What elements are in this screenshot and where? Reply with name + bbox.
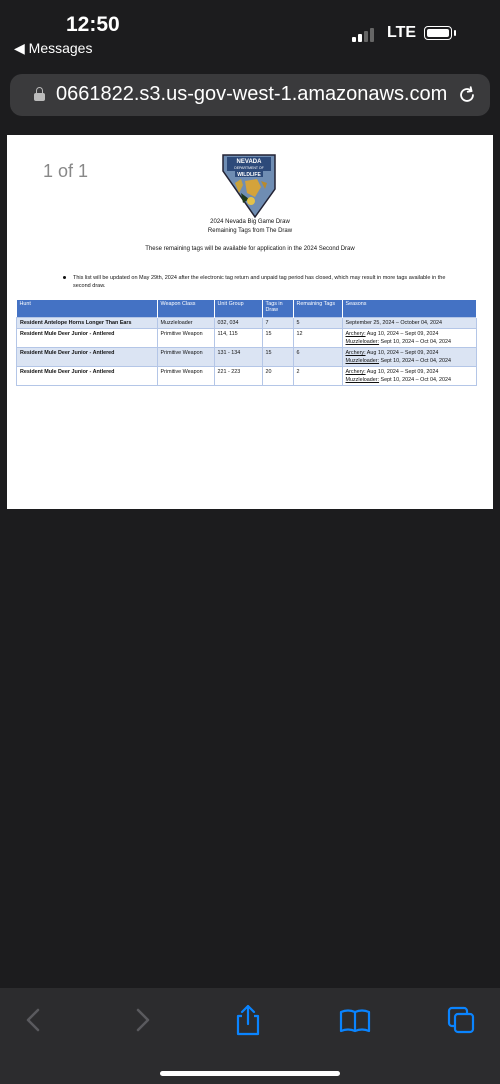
weapon-cell: Primitive Weapon xyxy=(157,329,214,348)
table-row xyxy=(17,318,477,329)
clock-time: 12:50 xyxy=(66,13,120,36)
remaining-cell: 6 xyxy=(293,348,342,367)
seasons-cell xyxy=(342,318,477,329)
season-label-archery: Archery: xyxy=(345,350,366,356)
document-title-line2: Remaining Tags from The Draw xyxy=(207,228,293,234)
hunt-cell: Resident Antelope Horns Longer Than Ears xyxy=(17,318,158,329)
hunt-cell: Resident Mule Deer Junior - Antlered xyxy=(17,348,158,367)
chevron-right-icon[interactable] xyxy=(124,1002,160,1038)
draw-cell: 7 xyxy=(262,318,293,329)
draw-cell: 15 xyxy=(262,348,293,367)
remaining-cell: 2 xyxy=(293,367,342,386)
share-icon[interactable] xyxy=(230,1002,266,1038)
season-dates: Sept 10, 2024 – Oct 04, 2024 xyxy=(379,358,451,364)
season-label-muzzleloader: Muzzleloader: xyxy=(345,358,380,364)
reload-icon[interactable] xyxy=(456,84,478,106)
battery-icon xyxy=(424,26,452,40)
unit-cell: 114, 115 xyxy=(214,329,262,348)
season-label-muzzleloader: Muzzleloader: xyxy=(345,339,380,345)
weapon-cell: Muzzleloader xyxy=(157,318,214,329)
season-dates: Aug 10, 2024 – Sept 09, 2024 xyxy=(365,350,439,356)
remaining-tags-table xyxy=(16,300,477,386)
col-seasons: Seasons xyxy=(342,300,477,318)
battery-tip xyxy=(454,30,456,36)
bullet-marker xyxy=(63,276,66,279)
network-type: LTE xyxy=(387,24,417,41)
season-dates: Aug 10, 2024 – Sept 09, 2024 xyxy=(365,369,439,375)
season-label-archery: Archery: xyxy=(345,331,366,337)
seasons-cell xyxy=(342,367,477,386)
document-title-line1: 2024 Nevada Big Game Draw xyxy=(210,219,290,225)
draw-cell: 20 xyxy=(262,367,293,386)
table-row xyxy=(17,329,477,348)
address-bar[interactable] xyxy=(10,74,490,116)
seasons-cell xyxy=(342,329,477,348)
remaining-cell: 12 xyxy=(293,329,342,348)
home-indicator[interactable] xyxy=(160,1071,340,1076)
browser-toolbar xyxy=(0,988,500,1084)
season-label-muzzleloader: Muzzleloader: xyxy=(345,377,380,383)
page-indicator: 1 of 1 xyxy=(43,161,89,181)
season-label-archery: Archery: xyxy=(345,369,366,375)
hunt-cell: Resident Mule Deer Junior - Antlered xyxy=(17,329,158,348)
cellular-signal-icon xyxy=(352,28,382,42)
svg-text:DEPARTMENT OF: DEPARTMENT OF xyxy=(234,166,264,170)
unit-cell: 032, 034 xyxy=(214,318,262,329)
status-bar xyxy=(0,0,500,60)
draw-cell: 15 xyxy=(262,329,293,348)
remaining-cell: 5 xyxy=(293,318,342,329)
hunt-cell: Resident Mule Deer Junior - Antlered xyxy=(17,367,158,386)
table-header-row xyxy=(17,300,477,318)
season-dates: Sept 10, 2024 – Oct 04, 2024 xyxy=(379,377,451,383)
col-unit-group: Unit Group xyxy=(214,300,262,318)
document-subtitle: These remaining tags will be available for application in the 2024 Second Draw xyxy=(145,246,355,252)
col-tags-in-draw: Tags in Draw xyxy=(262,300,293,318)
table-row xyxy=(17,367,477,386)
seasons-cell xyxy=(342,348,477,367)
col-remaining-tags: Remaining Tags xyxy=(293,300,342,318)
svg-text:NEVADA: NEVADA xyxy=(236,159,262,165)
ndow-logo xyxy=(221,153,277,219)
url-text[interactable]: 0661822.s3.us-gov-west-1.amazonaws.com xyxy=(56,83,448,105)
col-hunt: Hunt xyxy=(17,300,158,318)
update-note: This list will be updated on May 29th, 2024 after the electronic tag return and unpaid tag period has closed, which may result in more tags available in the second draw. xyxy=(73,275,446,289)
table-row xyxy=(17,348,477,367)
season-dates: Sept 10, 2024 – Oct 04, 2024 xyxy=(379,339,451,345)
weapon-cell: Primitive Weapon xyxy=(157,367,214,386)
pdf-page[interactable] xyxy=(7,135,493,509)
book-icon[interactable] xyxy=(337,1002,373,1038)
unit-cell: 131 - 134 xyxy=(214,348,262,367)
season-text: September 25, 2024 – October 04, 2024 xyxy=(345,320,442,326)
tabs-icon[interactable] xyxy=(443,1002,479,1038)
season-dates: Aug 10, 2024 – Sept 09, 2024 xyxy=(365,331,439,337)
back-to-messages-link[interactable]: ◀ Messages xyxy=(14,40,93,56)
col-weapon-class: Weapon Class xyxy=(157,300,214,318)
unit-cell: 221 - 223 xyxy=(214,367,262,386)
svg-text:WILDLIFE: WILDLIFE xyxy=(237,172,261,178)
weapon-cell: Primitive Weapon xyxy=(157,348,214,367)
chevron-left-icon[interactable] xyxy=(16,1002,52,1038)
lock-icon xyxy=(34,87,45,101)
